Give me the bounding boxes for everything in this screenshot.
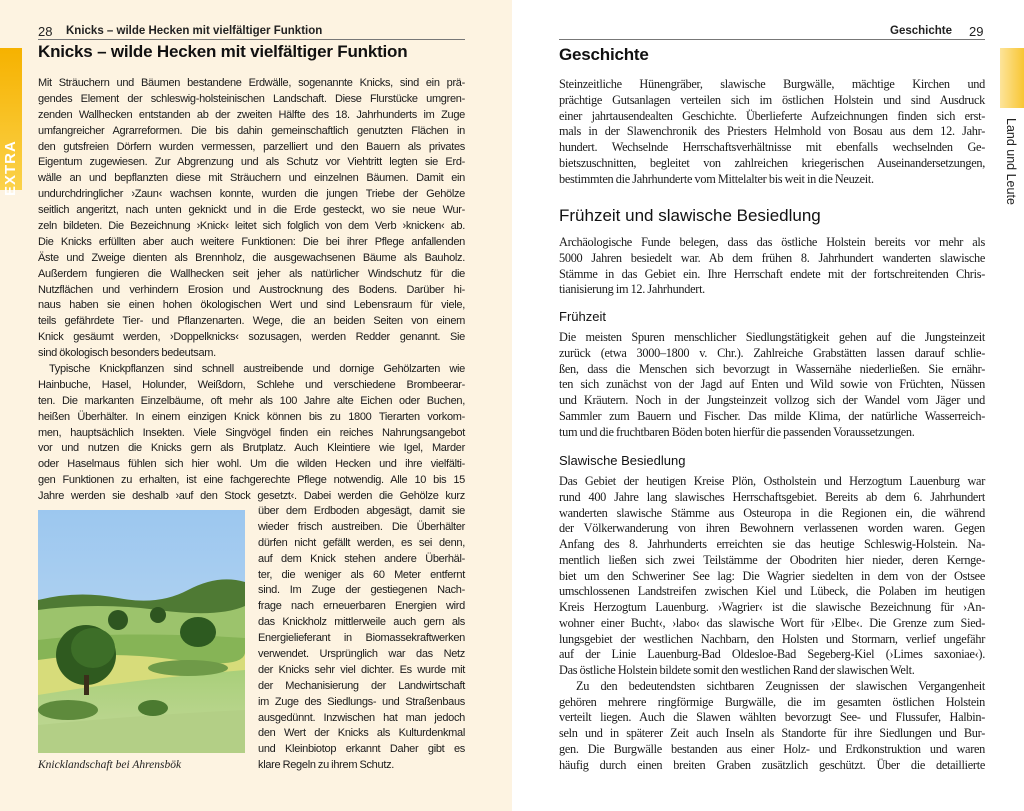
text-line: der Völkerwanderung von ihren Bewohnern verlassenen worden waren. Gegen (559, 521, 985, 536)
text-line: Hainbuche, Hasel, Holunder, Weißdorn, Schlehe und verschiedene Brombeerar- (38, 378, 465, 391)
text-line: bietszuschnitten, begleitet von zahlreichen kriegerischen Auseinandersetzungen, (559, 155, 985, 170)
section-side-label: Land und Leute (1004, 118, 1018, 205)
text-line: ausgedünnt. Inzwischen hat man jedoch (258, 711, 465, 724)
text-line: mals in der Slawenchronik des Priesters Helmhold von Bosau aus dem 12. Jahr- (559, 124, 985, 139)
photo-caption: Knicklandschaft bei Ahrensbök (38, 759, 182, 771)
text-line: zurück (etwa 3000–1800 v. Chr.). Zahlreiche Grabstätten lassen darauf schlie- (559, 345, 985, 360)
text-line: Das Gebiet der heutigen Kreise Plön, Ostholstein und Herzogtum Lauenburg war (559, 474, 985, 488)
text-line: ter, die weniger als 60 Meter entfernt (258, 568, 465, 581)
subheading-slawische-besiedlung: Slawische Besiedlung (559, 453, 686, 468)
text-line: wanderten slawische Stämme aus Osteuropa in die Regionen ein, die während (559, 505, 985, 520)
intro-text (559, 77, 985, 187)
text-line: lungsgebiet der westlichen Nachbarn, den Holsten und Stormarn, verlief ungefähr (559, 631, 985, 646)
text-line: Das östliche Holstein bildete somit den westlichen Rand der slawischen Welt. (559, 663, 915, 677)
text-line: das Knickholz mittlerweile auch gern als (258, 616, 465, 629)
text-line: Äste und Zweige dienten als Brennholz, die ausgewachsenen Bäume als Bauholz. (38, 251, 465, 264)
text-line: frage nach erneuerbaren Energien wird (258, 600, 465, 613)
text-line: seln und in späterer Zeit auch Inseln als Standorte für ihre Siedlungen und Bur- (559, 726, 985, 740)
text-line: tianisierung im 12. Jahrhundert. (559, 282, 705, 297)
text-line: den gutsfreien Dörfern wurden vermessen, parzelliert und den Bauern als privates (38, 140, 465, 153)
text-line: mentlich ließen sich zwei Teilstämme der Obodriten hier nieder, deren Kernge- (559, 552, 985, 567)
section-intro-text (559, 235, 985, 298)
text-line: wälle an und bepflanzten diese mit Sträuchern und einzelnen Bäumen. Damit ein (38, 172, 465, 185)
slawische-text (559, 474, 985, 773)
text-line: Zu den bedeutendsten sichtbaren Zeugnissen der slawischen Vergangenheit (576, 678, 985, 693)
running-header (559, 24, 985, 40)
text-line: Anfang des 8. Jahrhunderts erreichten sie das heutige Schleswig-Holstein. Na- (559, 537, 985, 551)
text-line: einer jahrtausendealten Geschichte. Überlieferte Aufzeichnungen finden sich erst- (559, 108, 985, 123)
text-line: Steinzeitliche Hünengräber, slawische Burgwälle, mächtige Kirchen und (559, 77, 985, 91)
text-line: wieder frisch austreiben. Die Überhälter (258, 520, 465, 533)
text-line: undurchdringlicher ›Zaun‹ wachsen konnte, wurden die jungen Triebe der Gehölze (38, 188, 465, 201)
text-line: teils gefährdete Tier- und Pflanzenarten. Wege, die an beiden Seiten von einem (38, 315, 465, 328)
text-line: dürfen nicht gefällt werden, es sei denn, (258, 536, 465, 549)
text-line: prächtige Gutsanlagen verteilen sich im östlichen Holstein und sind Ausdruck (559, 92, 985, 107)
text-line: umfangreicher Agrarreformen. Die bis dahin gemeinschaftlich genutzten Flächen in (38, 124, 465, 137)
text-line: heißen Überhälter. In einem einzigen Knick können bis zu 1800 Tierarten vorkom- (38, 410, 465, 423)
subheading-fruehzeit: Frühzeit (559, 309, 606, 324)
text-line: Die Knicks erfüllten aber auch weitere Funktionen: Die bei ihrer Pflege anfallenden (38, 235, 465, 248)
text-line: tum und die fruchtbaren Böden boten hierfür die passenden Voraussetzungen. (559, 424, 915, 439)
text-line: hundert. Wechselnde Herrschaftsverhältnisse mit ebenfalls wechselnden Ge- (559, 140, 985, 154)
extra-tab (0, 48, 22, 196)
text-line: zeln bildeten. Die Bezeichnung ›Knick‹ leitet sich folglich von dem Verb ›knicken‹ ab. (38, 220, 465, 233)
page-number: 28 (38, 24, 53, 39)
text-line: ten sich zunächst von der Jagd auf Enten und Wild sowie von Früchten, Nüssen (559, 377, 985, 392)
extra-tab-label: EXTRA (2, 140, 19, 196)
text-line: 5000 Jahren besiedelt war. Ab dem frühen 8. Jahrhundert wanderten slawische (559, 250, 985, 265)
text-line: Kreis Herzogtum Lauenburg. ›Wagrier‹ ist die slawische Bezeichnung für ›An- (559, 600, 985, 614)
text-line: der Mechanisierung der Landwirtschaft (258, 679, 465, 692)
wrap-text (258, 504, 465, 774)
text-line: ten. Die markanten Einzelbäume, oft mehr als 100 Jahre alte Eichen oder Buchen, (38, 394, 465, 407)
text-line: und Kleinbiotop erkannt Daher gibt es (258, 743, 465, 756)
text-line: vor und nutzen die Knicks gern als Brutplatz. Auch Kleintiere wie Igel, Marder (38, 442, 465, 455)
text-line: wohner einer Bucht‹, ›labo‹ das slawische Wort für ›Elbe‹. Die Grenze zum Sied- (559, 615, 985, 630)
text-line: gen. Die Burgwälle bestanden aus einer Holz- und Erdkonstruktion und waren (559, 741, 985, 756)
section-tab (1000, 48, 1024, 108)
text-line: seitlich angeritzt, nach unten geknickt und in die Erde gesteckt, wo sie neue Wur- (38, 204, 465, 217)
text-line: Archäologische Funde belegen, dass das östliche Holstein bereits vor mehr als (559, 235, 985, 249)
text-line: Stämme in das Gebiet ein. Ihre Herrschaft endete mit der fortschreitenden Chris- (559, 266, 985, 281)
section-heading: Frühzeit und slawische Besiedlung (559, 206, 821, 225)
text-line: den Wert der Knicks als Kulturdenkmal (258, 727, 465, 740)
text-line: ßen, dass die Menschen sich bevorzugt in Wassernähe niederließen. Sie ernähr- (559, 361, 985, 376)
text-line: oder Haselmaus fühlen sich hier wohl. Um die wilden Hecken und ihre vielfälti- (38, 458, 465, 471)
text-line: rund 400 Jahre lang slawisches Herrschaftsgebiet. Bereits ab dem 6. Jahrhundert (559, 489, 985, 504)
text-line: Außerdem fungieren die Wallhecken seit jeher als natürlicher Windschutz für die (38, 267, 465, 280)
text-line: Jahre werden sie deshalb ›auf den Stock gesetzt‹. Dabei werden die Gehölze kurz (38, 490, 465, 503)
text-line: gendes Element der schleswig-holsteinischen Landschaft. Diese Flurstücke umgren- (38, 92, 465, 105)
text-line: klare Regeln zu ihrem Schutz. (258, 759, 395, 772)
text-line: Energielieferant in Biomassekraftwerken (258, 632, 465, 645)
landscape-photo (38, 510, 245, 753)
text-line: auf der Linie Lauenburg-Bad Oldesloe-Bad Segeberg-Kiel (›Limes saxoniae‹). (559, 647, 985, 662)
fruehzeit-text (559, 330, 985, 440)
text-line: auf dem Knick stehen andere Überhäl- (258, 552, 465, 565)
text-line: gen Funktionen zu erhalten, ist eine fachgerechte Pflege notwendig. Alle 10 bis 15 (38, 474, 465, 487)
text-line: und Kräutern. Noch in der Jungsteinzeit vollzog sich der Wandel vom Jäger und (559, 393, 985, 407)
text-line: Knick gesäumt werden, ›Doppelknicks‹ sozusagen, werden Redder genannt. Sie (38, 331, 465, 344)
text-line: Sammler zum Bauern und Fischer. Das milde Klima, der natürliche Wasserreich- (559, 408, 985, 423)
running-title: Knicks – wilde Hecken mit vielfältiger Funktion (66, 25, 323, 37)
page-title: Knicks – wilde Hecken mit vielfältiger Funktion (38, 42, 408, 61)
running-title: Geschichte (890, 25, 952, 37)
text-line: naus haben sie einen hohen ökologischen Wert und sind Lebensraum für viele, (38, 299, 465, 312)
text-line: zenden Wallhecken entstanden ab der zweiten Hälfte des 18. Jahrhunderts im Zuge (38, 108, 465, 121)
body-text (38, 76, 465, 505)
text-line: über dem Erdboden abgesägt, damit sie (258, 505, 465, 517)
text-line: sind ökologisch besonders bedeutsam. (38, 347, 216, 360)
running-header (38, 24, 465, 40)
text-line: Nutzflächen und verhindern Erosion und Austrocknung des Bodens. Darüber hi- (38, 283, 465, 296)
text-line: bestimmten die Jahrhunderte vom Mittelalter bis weit in die Neuzeit. (559, 171, 874, 186)
text-line: verwendet. Ursprünglich war das Netz (258, 648, 465, 661)
page-number: 29 (969, 24, 984, 39)
text-line: im Zuge des Siedlungs- und Straßenbaus (258, 695, 465, 708)
page-title: Geschichte (559, 45, 649, 64)
text-line: Die meisten Spuren menschlicher Siedlungstätigkeit gehen auf die Jungsteinzeit (559, 330, 985, 344)
text-line: häufig durch einen breiten Graben zusätzlich geschützt. Über die detaillierte (559, 757, 985, 772)
text-line: Mit Sträuchern und Bäumen bestandene Erdwälle, sogenannte Knicks, sind ein prä- (38, 77, 465, 89)
text-line: sind. Im Zuge der gestiegenen Nach- (258, 584, 465, 597)
text-line: men, hauptsächlich Insekten. Viele Singvögel finden ein reiches Nahrungsangebot (38, 426, 465, 439)
text-line: Eigentum zugewiesen. Zur Abgrenzung und als Schutz vor Viehtritt legten sie Erd- (38, 156, 465, 169)
text-line: der Knicks sehr viel dichter. Es wurde mit (258, 663, 465, 676)
text-line: Typische Knickpflanzen sind schnell austreibende und dornige Gehölzarten wie (49, 363, 465, 376)
text-line: biet um den Schweriner See lag: Die Wagrier siedelten in dem von der Ostsee (559, 568, 985, 583)
text-line: gehören mehrere ringförmige Burgwälle, die im gesamten östlichen Holstein (559, 694, 985, 709)
right-page (512, 0, 1024, 811)
text-line: verteilt liegen. Auch die Slawen wählten bevorzugt See- und Flussufer, Halbin- (559, 710, 985, 725)
text-line: umschlossenen Landstreifen zwischen Kiel und Lübeck, die Polaben im heutigen (559, 584, 985, 599)
